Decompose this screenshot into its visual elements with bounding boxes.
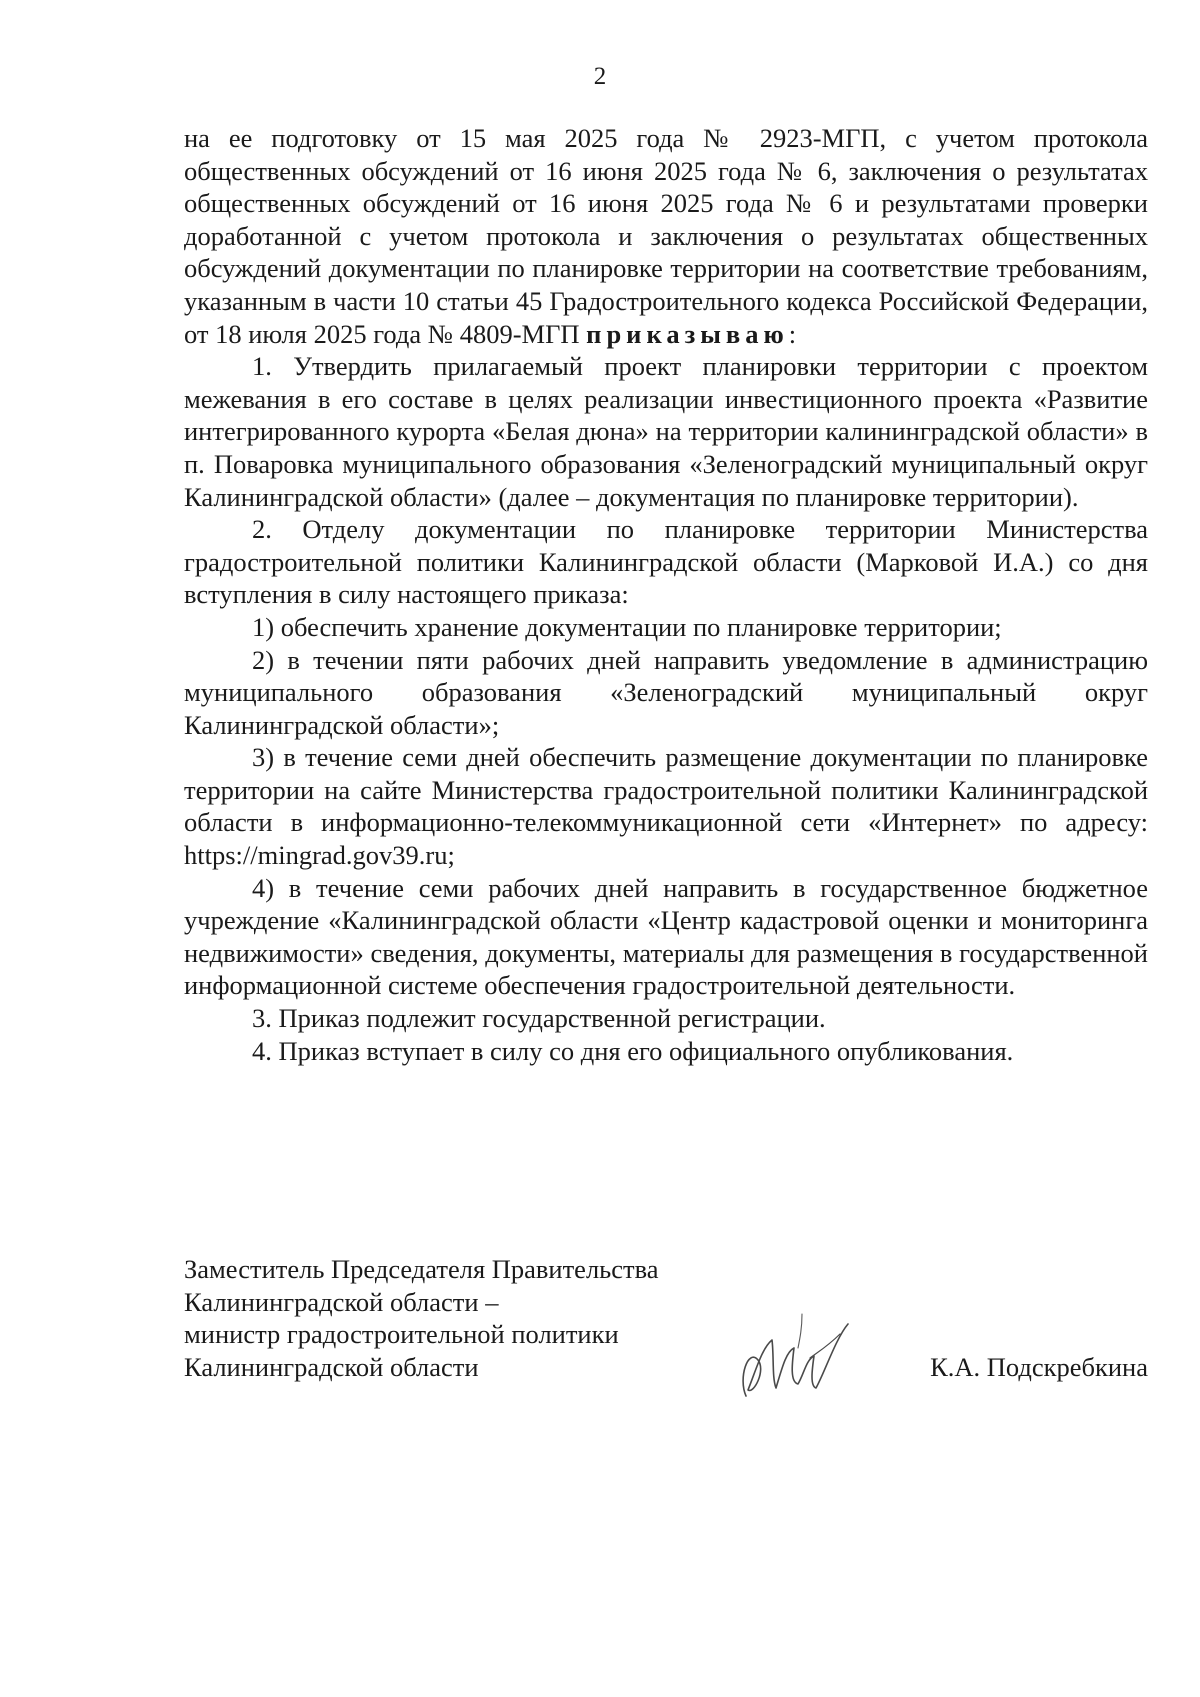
page-number: 2 xyxy=(593,63,607,90)
intro-text: на ее подготовку от 15 мая 2025 года № 2923-МГП, с учетом протокола общественных обсуждений от 16 июня 2025 года № 6, заключения о результатах общественных обсуждений от 16 июня 2025 года № 6 и результатами проверки доработанной с учетом протокола и заключения о результатах общественных обсуждений документации по планировке территории на соответствие требованиям, указанным в части 10 статьи 45 Градостроительного кодекса Российской Федерации, от 18 июля 2025 года № 4809-МГП xyxy=(184,123,1148,349)
command-colon: : xyxy=(788,318,797,349)
item-2-department: 2. Отделу документации по планировке территории Министерства градостроительной политики Калининградской области (Марковой И.А.) со дня вступления в силу настоящего приказа: xyxy=(184,514,1148,610)
subitem-3-publication: 3) в течение семи дней обеспечить размещение документации по планировке территории на сайте Министерства градостроительной политики Калининградской области в информационно-телекоммуникационной сети «Интернет» по адресу: https://mingrad.gov39.ru; xyxy=(184,742,1148,871)
signatory-name: К.А. Подскребкина xyxy=(930,1351,1148,1382)
item-3-registration: 3. Приказ подлежит государственной регистрации. xyxy=(252,1003,826,1034)
subitem-2-notification: 2) в течении пяти рабочих дней направить уведомление в администрацию муниципального образования «Зеленоградский муниципальный округ Калининградской области»; xyxy=(184,644,1148,740)
signatory-title-line: Калининградской области xyxy=(184,1351,479,1382)
handwritten-signature xyxy=(732,1308,852,1408)
signatory-title-line: Калининградской области – xyxy=(184,1286,499,1317)
command-word: приказываю xyxy=(586,318,789,349)
signature-block xyxy=(184,1253,1148,1393)
item-1-approve: 1. Утвердить прилагаемый проект планировки территории с проектом межевания в его составе в целях реализации инвестиционного проекта «Развитие интегрированного курорта «Белая дюна» на территории калининградской области» в п. Поваровка муниципального образования «Зеленоградский муниципальный округ Калининградской области» (далее – документация по планировке территории). xyxy=(184,351,1148,512)
document-body xyxy=(184,122,1148,1067)
signatory-title xyxy=(184,1253,744,1383)
item-4-effective: 4. Приказ вступает в силу со дня его официального опубликования. xyxy=(252,1035,1014,1066)
subitem-4-transfer: 4) в течение семи рабочих дней направить в государственное бюджетное учреждение «Калининградской области «Центр кадастровой оценки и мониторинга недвижимости» сведения, документы, материалы для размещения в государственной информационной системе обеспечения градостроительной деятельности. xyxy=(184,872,1148,1001)
intro-paragraph xyxy=(184,122,1148,350)
subitem-1-storage: 1) обеспечить хранение документации по планировке территории; xyxy=(252,611,1002,642)
signatory-title-line: Заместитель Председателя Правительства xyxy=(184,1254,659,1284)
signatory-title-line: министр градостроительной политики xyxy=(184,1319,619,1350)
